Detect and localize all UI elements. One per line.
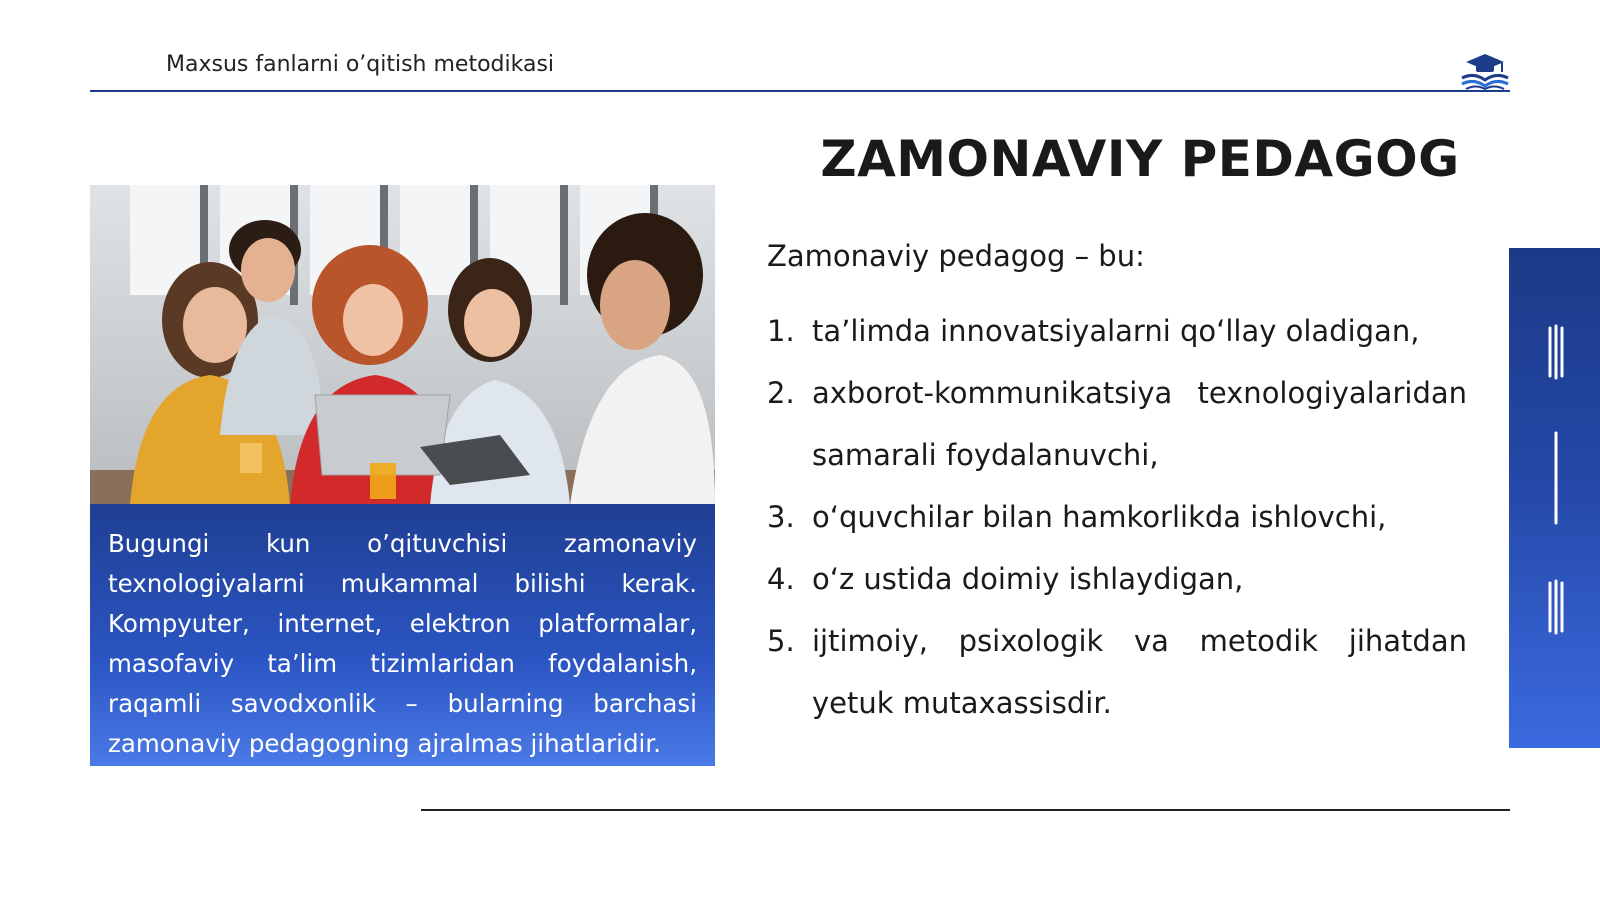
definition-list	[767, 300, 1467, 734]
list-item	[767, 548, 1467, 610]
graduation-cap-book-icon	[1458, 52, 1512, 90]
list-item-text: ta’limda innovatsiyalarni qo‘llay oladigan,	[812, 314, 1420, 348]
side-decoration-bar	[1509, 248, 1600, 748]
list-item	[767, 362, 1467, 486]
list-number: 1.	[767, 314, 795, 348]
list-item	[767, 486, 1467, 548]
list-item-text: ijtimoiy, psixologik va metodik jihatdan yetuk mutaxassisdir.	[812, 624, 1467, 720]
list-item-text: o‘z ustida doimiy ishlaydigan,	[812, 562, 1244, 596]
list-number: 5.	[767, 624, 795, 658]
header-title: Maxsus fanlarni o’qitish metodikasi	[166, 52, 555, 77]
list-number: 3.	[767, 500, 795, 534]
page-title: ZAMONAVIY PEDAGOG	[820, 130, 1460, 188]
intro-text: Zamonaviy pedagog – bu:	[767, 239, 1145, 273]
footer-divider	[421, 809, 1510, 811]
list-item-text: o‘quvchilar bilan hamkorlikda ishlovchi,	[812, 500, 1387, 534]
list-item	[767, 300, 1467, 362]
list-item-text: axborot-kommunikatsiya texnologiyalaridan samarali foydalanuvchi,	[812, 376, 1467, 472]
list-item	[767, 610, 1467, 734]
students-with-laptop-photo	[90, 185, 715, 505]
header-divider	[90, 90, 1510, 92]
caption-box: Bugungi kun o’qituvchisi zamonaviy texnologiyalarni mukammal bilishi kerak. Kompyuter, internet, elektron platformalar, masofaviy ta’lim tizimlaridan foydalanish, raqamli savodxonlik – bularning barchasi zamonaviy pedagogning ajralmas jihatlaridir.	[90, 504, 715, 766]
list-number: 2.	[767, 376, 795, 410]
list-number: 4.	[767, 562, 795, 596]
